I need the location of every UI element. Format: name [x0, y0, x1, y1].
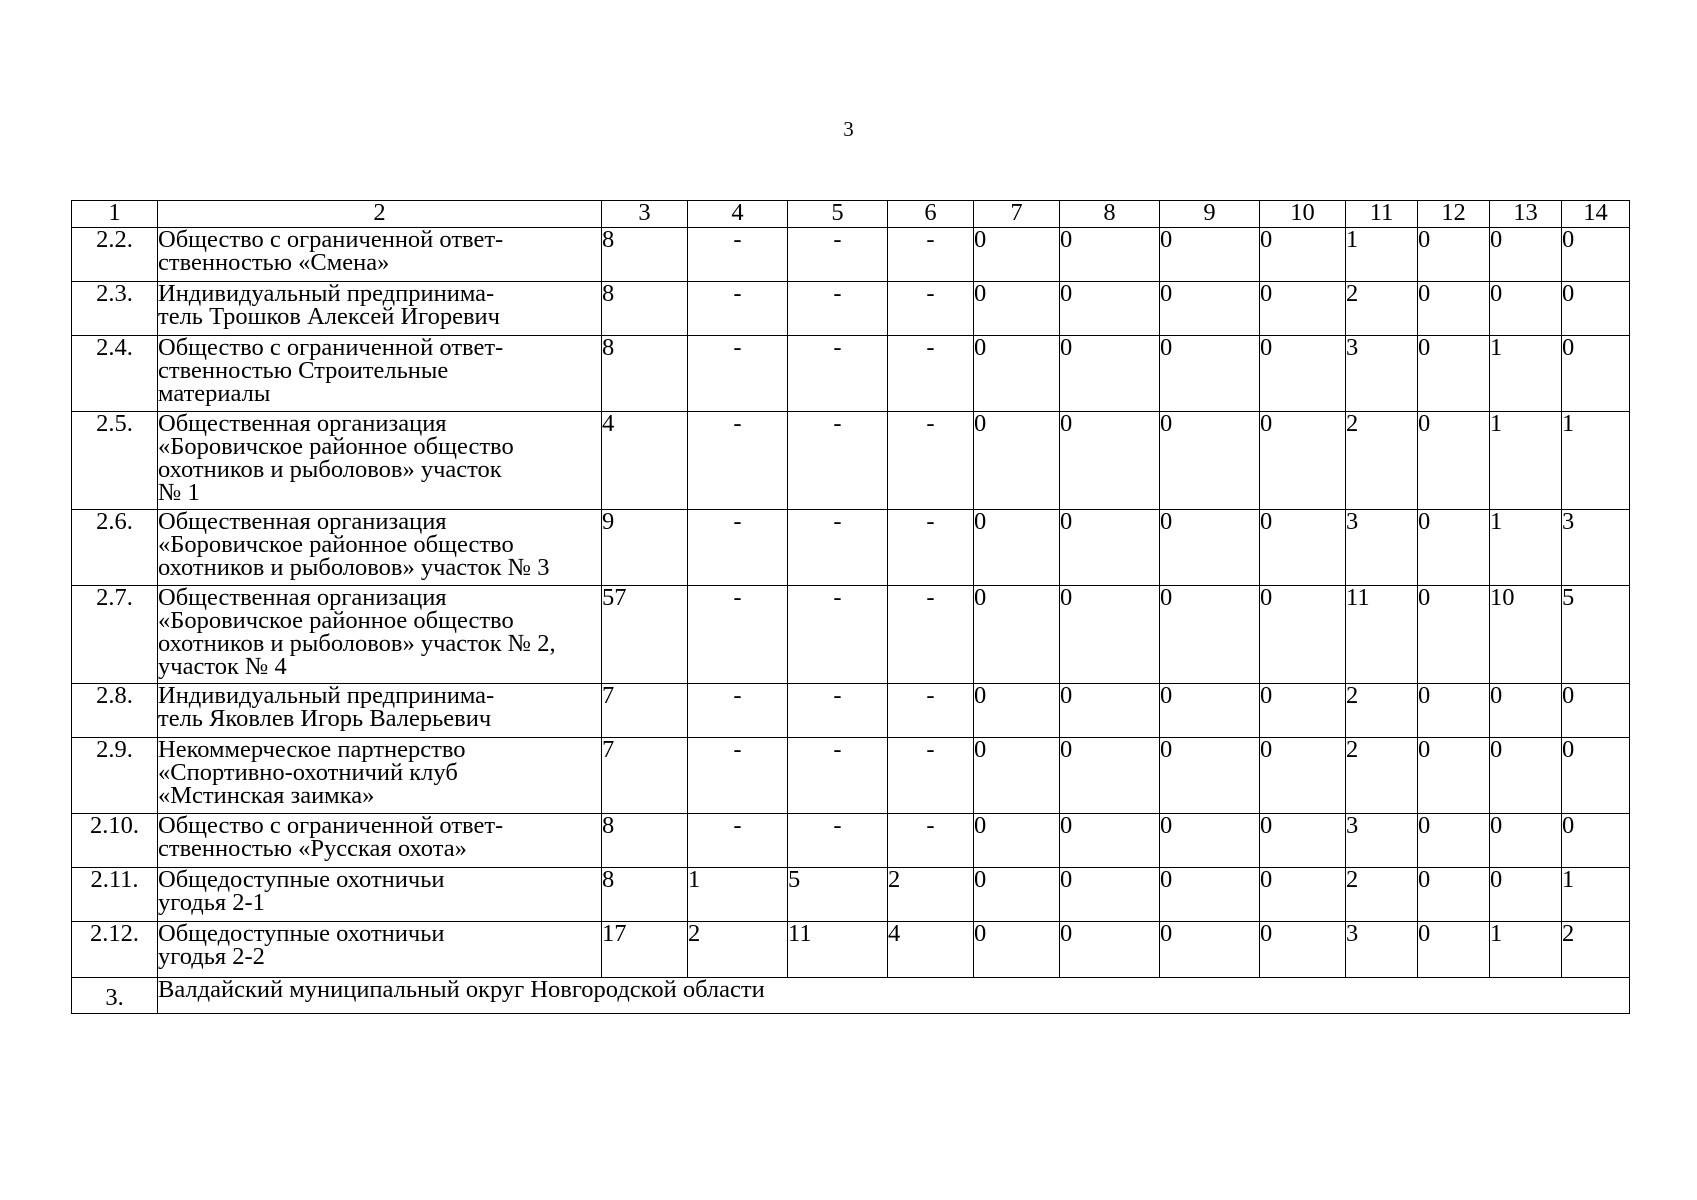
- value-cell: 0: [1160, 814, 1260, 868]
- value-cell: 0: [1418, 586, 1490, 684]
- entity-name-line: охотников и рыболовов» участок № 3: [158, 554, 550, 581]
- value-cell: 0: [1562, 814, 1630, 868]
- entity-name-line: «Мстинская заимка»: [158, 782, 375, 809]
- value-cell: 0: [974, 510, 1060, 586]
- section-title: Валдайский муниципальный округ Новгородской области: [158, 978, 1630, 1014]
- row-number: 2.9.: [72, 738, 158, 814]
- value-cell: 0: [1418, 738, 1490, 814]
- value-cell: 1: [1490, 922, 1562, 978]
- value-cell: 57: [602, 586, 688, 684]
- data-table: [71, 200, 1630, 1014]
- row-number: 2.11.: [72, 868, 158, 922]
- entity-name-line: Общественная организация: [158, 585, 447, 611]
- value-cell: 2: [1346, 684, 1418, 738]
- value-cell: 0: [1060, 228, 1160, 282]
- value-cell: -: [688, 738, 788, 814]
- value-cell: -: [788, 282, 888, 336]
- row-number: 2.4.: [72, 336, 158, 412]
- value-cell: -: [788, 510, 888, 586]
- value-cell: 0: [1060, 684, 1160, 738]
- value-cell: -: [888, 814, 974, 868]
- entity-name-line: тель Трошков Алексей Игоревич: [158, 303, 500, 330]
- value-cell: 0: [1260, 868, 1346, 922]
- column-header: 11: [1346, 201, 1418, 228]
- value-cell: 4: [602, 412, 688, 510]
- column-header: 5: [788, 201, 888, 228]
- value-cell: 2: [1346, 282, 1418, 336]
- row-number: 2.8.: [72, 684, 158, 738]
- row-number: 2.10.: [72, 814, 158, 868]
- value-cell: -: [888, 738, 974, 814]
- column-header: 13: [1490, 201, 1562, 228]
- value-cell: 1: [1490, 510, 1562, 586]
- value-cell: 4: [888, 922, 974, 978]
- row-number: 2.6.: [72, 510, 158, 586]
- value-cell: 0: [1562, 738, 1630, 814]
- value-cell: 0: [1260, 586, 1346, 684]
- column-header: 8: [1060, 201, 1160, 228]
- column-header: 7: [974, 201, 1060, 228]
- value-cell: 0: [1060, 336, 1160, 412]
- value-cell: 0: [1562, 684, 1630, 738]
- table-row: [72, 336, 1630, 412]
- value-cell: 0: [974, 586, 1060, 684]
- value-cell: 10: [1490, 586, 1562, 684]
- value-cell: 2: [1346, 738, 1418, 814]
- value-cell: 2: [1346, 868, 1418, 922]
- value-cell: 17: [602, 922, 688, 978]
- entity-name-line: «Боровичское районное общество: [158, 433, 514, 460]
- value-cell: 0: [974, 922, 1060, 978]
- value-cell: 0: [1060, 868, 1160, 922]
- value-cell: 1: [1490, 412, 1562, 510]
- value-cell: -: [888, 412, 974, 510]
- value-cell: 0: [1060, 510, 1160, 586]
- value-cell: 1: [1562, 412, 1630, 510]
- entity-name: [158, 412, 602, 510]
- value-cell: -: [888, 336, 974, 412]
- column-header: 12: [1418, 201, 1490, 228]
- column-header: 2: [158, 201, 602, 228]
- entity-name-line: охотников и рыболовов» участок: [158, 456, 502, 483]
- value-cell: -: [788, 814, 888, 868]
- value-cell: 0: [1160, 586, 1260, 684]
- value-cell: 0: [1418, 922, 1490, 978]
- column-header: 3: [602, 201, 688, 228]
- entity-name-line: тель Яковлев Игорь Валерьевич: [158, 705, 492, 732]
- value-cell: 0: [1160, 282, 1260, 336]
- value-cell: 8: [602, 814, 688, 868]
- table-row: [72, 228, 1630, 282]
- column-header: 14: [1562, 201, 1630, 228]
- value-cell: 0: [1160, 684, 1260, 738]
- table-row: [72, 412, 1630, 510]
- value-cell: 2: [888, 868, 974, 922]
- entity-name-line: Общедоступные охотничьи: [158, 921, 445, 947]
- value-cell: 2: [1346, 412, 1418, 510]
- value-cell: 0: [974, 336, 1060, 412]
- value-cell: -: [788, 738, 888, 814]
- value-cell: -: [788, 684, 888, 738]
- value-cell: 0: [1160, 510, 1260, 586]
- value-cell: 0: [1160, 228, 1260, 282]
- value-cell: -: [888, 228, 974, 282]
- value-cell: 0: [1260, 922, 1346, 978]
- value-cell: -: [688, 510, 788, 586]
- value-cell: -: [788, 586, 888, 684]
- entity-name-line: Индивидуальный предпринима-: [158, 683, 495, 709]
- value-cell: 3: [1346, 336, 1418, 412]
- entity-name-line: «Боровичское районное общество: [158, 531, 514, 558]
- value-cell: 0: [1490, 684, 1562, 738]
- value-cell: 0: [1060, 412, 1160, 510]
- value-cell: 8: [602, 228, 688, 282]
- value-cell: -: [788, 412, 888, 510]
- value-cell: 5: [1562, 586, 1630, 684]
- row-number: 2.12.: [72, 922, 158, 978]
- entity-name-line: Некоммерческое партнерство: [158, 737, 466, 763]
- value-cell: 0: [1260, 684, 1346, 738]
- value-cell: 0: [1490, 228, 1562, 282]
- entity-name: [158, 814, 602, 868]
- value-cell: 8: [602, 868, 688, 922]
- entity-name-line: ственностью «Русская охота»: [158, 835, 467, 862]
- value-cell: -: [788, 228, 888, 282]
- value-cell: 11: [1346, 586, 1418, 684]
- column-header: 9: [1160, 201, 1260, 228]
- value-cell: 0: [1260, 228, 1346, 282]
- value-cell: 0: [1160, 336, 1260, 412]
- value-cell: 5: [788, 868, 888, 922]
- entity-name-line: «Спортивно-охотничий клуб: [158, 759, 458, 786]
- column-header: 6: [888, 201, 974, 228]
- value-cell: -: [888, 684, 974, 738]
- value-cell: 0: [1490, 738, 1562, 814]
- value-cell: 0: [1490, 282, 1562, 336]
- value-cell: 1: [1490, 336, 1562, 412]
- entity-name-line: Общество с ограниченной ответ-: [158, 813, 504, 839]
- value-cell: 7: [602, 738, 688, 814]
- table-row: [72, 510, 1630, 586]
- row-number: 2.5.: [72, 412, 158, 510]
- table-row: [72, 868, 1630, 922]
- entity-name-line: № 1: [158, 479, 200, 506]
- value-cell: 0: [1260, 814, 1346, 868]
- entity-name-line: Общественная организация: [158, 509, 447, 535]
- value-cell: 0: [1160, 738, 1260, 814]
- value-cell: 1: [688, 868, 788, 922]
- value-cell: 0: [1160, 868, 1260, 922]
- value-cell: -: [688, 814, 788, 868]
- value-cell: 0: [1418, 814, 1490, 868]
- value-cell: 2: [688, 922, 788, 978]
- value-cell: -: [688, 684, 788, 738]
- value-cell: -: [888, 510, 974, 586]
- value-cell: 0: [1060, 814, 1160, 868]
- value-cell: 0: [1418, 510, 1490, 586]
- value-cell: 2: [1562, 922, 1630, 978]
- table-row: [72, 814, 1630, 868]
- value-cell: 7: [602, 684, 688, 738]
- column-header: 4: [688, 201, 788, 228]
- entity-name-line: Общественная организация: [158, 411, 447, 437]
- entity-name-line: материалы: [158, 380, 271, 407]
- value-cell: 0: [1562, 282, 1630, 336]
- entity-name-line: «Боровичское районное общество: [158, 607, 514, 634]
- value-cell: 0: [1562, 336, 1630, 412]
- entity-name: [158, 586, 602, 684]
- row-number: 2.3.: [72, 282, 158, 336]
- value-cell: 0: [974, 412, 1060, 510]
- value-cell: -: [688, 282, 788, 336]
- value-cell: 3: [1562, 510, 1630, 586]
- entity-name-line: угодья 2-1: [158, 889, 265, 916]
- section-row: [72, 978, 1630, 1014]
- entity-name-line: ственностью Строительные: [158, 357, 449, 384]
- value-cell: 0: [974, 282, 1060, 336]
- value-cell: 0: [1418, 412, 1490, 510]
- value-cell: 0: [1418, 684, 1490, 738]
- table-row: [72, 282, 1630, 336]
- value-cell: 11: [788, 922, 888, 978]
- value-cell: 0: [1060, 282, 1160, 336]
- value-cell: -: [688, 412, 788, 510]
- entity-name: [158, 922, 602, 978]
- entity-name-line: угодья 2-2: [158, 943, 265, 970]
- value-cell: -: [688, 586, 788, 684]
- value-cell: 0: [1260, 738, 1346, 814]
- value-cell: 0: [1418, 228, 1490, 282]
- value-cell: 0: [1060, 738, 1160, 814]
- value-cell: 3: [1346, 922, 1418, 978]
- value-cell: 8: [602, 336, 688, 412]
- value-cell: 0: [1260, 412, 1346, 510]
- value-cell: 9: [602, 510, 688, 586]
- table-row: [72, 586, 1630, 684]
- page-number: 3: [843, 117, 854, 141]
- value-cell: 0: [1260, 510, 1346, 586]
- value-cell: -: [888, 282, 974, 336]
- value-cell: 0: [1260, 336, 1346, 412]
- value-cell: 0: [1060, 922, 1160, 978]
- column-header: 1: [72, 201, 158, 228]
- table-row: [72, 684, 1630, 738]
- table-row: [72, 922, 1630, 978]
- entity-name-line: Общество с ограниченной ответ-: [158, 335, 504, 361]
- value-cell: -: [888, 586, 974, 684]
- value-cell: 0: [1160, 412, 1260, 510]
- entity-name: [158, 228, 602, 282]
- value-cell: 0: [974, 228, 1060, 282]
- value-cell: 1: [1562, 868, 1630, 922]
- entity-name: [158, 282, 602, 336]
- value-cell: 0: [974, 738, 1060, 814]
- value-cell: -: [688, 228, 788, 282]
- value-cell: -: [788, 336, 888, 412]
- value-cell: 0: [1562, 228, 1630, 282]
- entity-name-line: Общедоступные охотничьи: [158, 867, 445, 893]
- value-cell: 3: [1346, 510, 1418, 586]
- row-number: 2.2.: [72, 228, 158, 282]
- value-cell: 0: [974, 868, 1060, 922]
- value-cell: -: [688, 336, 788, 412]
- value-cell: 0: [974, 814, 1060, 868]
- entity-name: [158, 868, 602, 922]
- value-cell: 0: [974, 684, 1060, 738]
- entity-name-line: Индивидуальный предпринима-: [158, 281, 495, 307]
- value-cell: 0: [1418, 282, 1490, 336]
- entity-name: [158, 738, 602, 814]
- table-row: [72, 738, 1630, 814]
- value-cell: 0: [1260, 282, 1346, 336]
- section-number: 3.: [72, 978, 158, 1014]
- value-cell: 0: [1418, 868, 1490, 922]
- value-cell: 0: [1060, 586, 1160, 684]
- entity-name: [158, 510, 602, 586]
- value-cell: 0: [1418, 336, 1490, 412]
- entity-name: [158, 684, 602, 738]
- value-cell: 0: [1160, 922, 1260, 978]
- entity-name: [158, 336, 602, 412]
- entity-name-line: участок № 4: [158, 653, 287, 680]
- value-cell: 0: [1490, 868, 1562, 922]
- column-header: 10: [1260, 201, 1346, 228]
- value-cell: 0: [1490, 814, 1562, 868]
- row-number: 2.7.: [72, 586, 158, 684]
- value-cell: 8: [602, 282, 688, 336]
- value-cell: 3: [1346, 814, 1418, 868]
- value-cell: 1: [1346, 228, 1418, 282]
- header-row: [72, 201, 1630, 228]
- entity-name-line: охотников и рыболовов» участок № 2,: [158, 630, 556, 657]
- entity-name-line: Общество с ограниченной ответ-: [158, 227, 504, 253]
- entity-name-line: ственностью «Смена»: [158, 249, 390, 276]
